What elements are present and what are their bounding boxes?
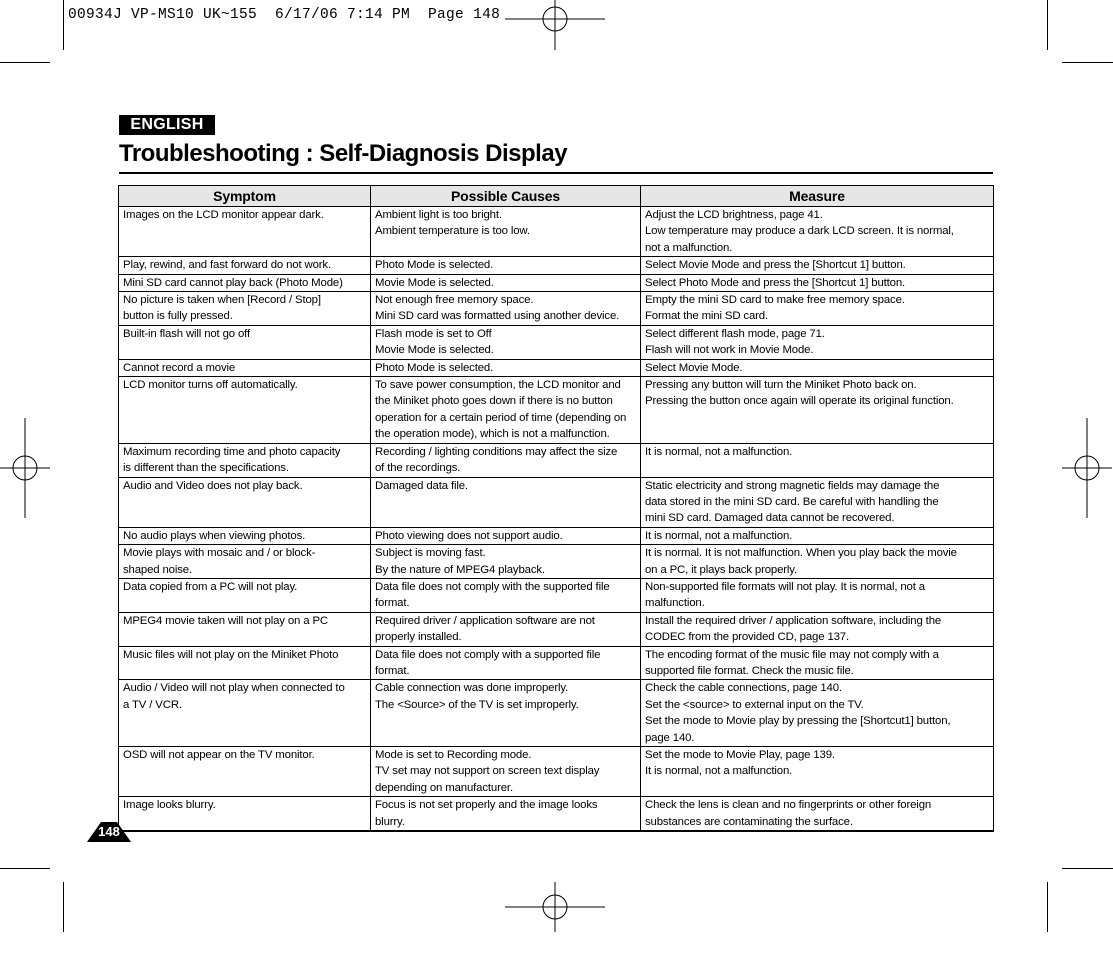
cell-text-line: Photo Mode is selected. xyxy=(375,361,494,374)
table-row xyxy=(119,443,994,477)
cell-text-line: button is fully pressed. xyxy=(123,310,233,323)
cell-text-line: Adjust the LCD brightness, page 41. xyxy=(645,209,823,221)
cell-text-line: Required driver / application software are not xyxy=(375,614,595,627)
cell-text-line: Mini SD card was formatted using another device. xyxy=(375,310,620,323)
measure-cell xyxy=(641,377,994,444)
cell-text-line: format. xyxy=(375,597,410,610)
cell-text-line: Cable connection was done improperly. xyxy=(375,682,569,695)
cell-text-line: Set the <source> to external input on the TV. xyxy=(645,698,864,711)
table-row xyxy=(119,377,994,444)
causes-cell xyxy=(371,292,641,326)
cell-text-line: Low temperature may produce a dark LCD screen. It is normal, xyxy=(645,225,954,238)
causes-cell xyxy=(371,646,641,680)
cell-text-line: substances are contaminating the surface. xyxy=(645,815,853,828)
measure-cell xyxy=(641,646,994,680)
table-row xyxy=(119,747,994,797)
cell-text-line: Set the mode to Movie play by pressing the [Shortcut1] button, xyxy=(645,715,951,728)
measure-cell xyxy=(641,274,994,291)
registration-mark-icon xyxy=(0,418,50,518)
measure-cell xyxy=(641,325,994,359)
crop-mark xyxy=(1062,868,1113,869)
causes-cell xyxy=(371,578,641,612)
symptom-cell xyxy=(119,797,371,831)
cell-text-line: Recording / lighting conditions may affect the size xyxy=(375,445,618,458)
measure-cell xyxy=(641,292,994,326)
cell-text-line: Play, rewind, and fast forward do not work. xyxy=(123,259,331,272)
table-row xyxy=(119,612,994,646)
cell-text-line: Check the lens is clean and no fingerprints or other foreign xyxy=(645,799,932,812)
measure-cell xyxy=(641,545,994,579)
cell-text-line: Non-supported file formats will not play. It is normal, not a xyxy=(645,580,925,593)
language-badge: ENGLISH xyxy=(119,115,215,135)
cell-text-line: Image looks blurry. xyxy=(123,799,216,812)
measure-cell xyxy=(641,797,994,831)
causes-cell xyxy=(371,527,641,544)
crop-mark xyxy=(1047,882,1048,932)
cell-text-line: Movie Mode is selected. xyxy=(375,276,494,289)
symptom-cell xyxy=(119,377,371,444)
column-header-possible-causes: Possible Causes xyxy=(371,186,641,207)
causes-cell xyxy=(371,257,641,274)
cell-text-line: Audio / Video will not play when connected to xyxy=(123,682,345,695)
cell-text-line: is different than the specifications. xyxy=(123,462,289,475)
table-header-row xyxy=(119,186,994,207)
cell-text-line: Pressing the button once again will operate its original function. xyxy=(645,395,954,408)
table-row xyxy=(119,680,994,747)
crop-mark xyxy=(0,62,50,63)
table-row xyxy=(119,325,994,359)
causes-cell xyxy=(371,747,641,797)
column-header-measure: Measure xyxy=(641,186,994,207)
symptom-cell xyxy=(119,545,371,579)
cell-text-line: Set the mode to Movie Play, page 139. xyxy=(645,749,835,761)
causes-cell xyxy=(371,274,641,291)
cell-text-line: Flash will not work in Movie Mode. xyxy=(645,344,814,357)
symptom-cell xyxy=(119,359,371,376)
cell-text-line: properly installed. xyxy=(375,631,462,644)
cell-text-line: Ambient light is too bright. xyxy=(375,209,502,221)
symptom-cell xyxy=(119,207,371,257)
causes-cell xyxy=(371,377,641,444)
causes-cell xyxy=(371,612,641,646)
crop-mark xyxy=(1062,62,1113,63)
table-row xyxy=(119,257,994,274)
registration-mark-icon xyxy=(505,882,605,932)
measure-cell xyxy=(641,612,994,646)
causes-cell xyxy=(371,545,641,579)
page-title: Troubleshooting : Self-Diagnosis Display xyxy=(119,140,568,167)
cell-text-line: Not enough free memory space. xyxy=(375,294,534,307)
page-number-tab xyxy=(87,822,131,842)
symptom-cell xyxy=(119,612,371,646)
crop-mark xyxy=(63,882,64,932)
cell-text-line: not a malfunction. xyxy=(645,241,733,254)
cell-text-line: Music files will not play on the Miniket Photo xyxy=(123,648,339,661)
cell-text-line: It is normal. It is not malfunction. When you play back the movie xyxy=(645,547,957,560)
cell-text-line: Mode is set to Recording mode. xyxy=(375,749,532,761)
cell-text-line: Focus is not set properly and the image looks xyxy=(375,799,598,812)
cell-text-line: Empty the mini SD card to make free memory space. xyxy=(645,294,905,307)
cell-text-line: Mini SD card cannot play back (Photo Mode) xyxy=(123,276,343,289)
causes-cell xyxy=(371,443,641,477)
measure-cell xyxy=(641,527,994,544)
cell-text-line: MPEG4 movie taken will not play on a PC xyxy=(123,614,328,627)
cell-text-line: depending on manufacturer. xyxy=(375,781,513,794)
cell-text-line: Static electricity and strong magnetic fields may damage the xyxy=(645,479,940,492)
cell-text-line: mini SD card. Damaged data cannot be recovered. xyxy=(645,512,895,525)
title-divider xyxy=(119,172,993,174)
table-row xyxy=(119,545,994,579)
symptom-cell xyxy=(119,325,371,359)
cell-text-line: a TV / VCR. xyxy=(123,698,182,711)
cell-text-line: The encoding format of the music file may not comply with a xyxy=(645,648,939,661)
measure-cell xyxy=(641,207,994,257)
symptom-cell xyxy=(119,477,371,527)
measure-cell xyxy=(641,443,994,477)
cell-text-line: It is normal, not a malfunction. xyxy=(645,445,793,458)
cell-text-line: Data file does not comply with the supported file xyxy=(375,580,610,593)
cell-text-line: Format the mini SD card. xyxy=(645,310,768,323)
cell-text-line: Select Movie Mode. xyxy=(645,361,743,374)
cell-text-line: the Miniket photo goes down if there is no button xyxy=(375,395,613,408)
cell-text-line: Built-in flash will not go off xyxy=(123,327,250,340)
cell-text-line: Select different flash mode, page 71. xyxy=(645,327,825,340)
cell-text-line: No picture is taken when [Record / Stop] xyxy=(123,294,321,307)
cell-text-line: Ambient temperature is too low. xyxy=(375,225,530,238)
table-body xyxy=(119,207,994,832)
table-row xyxy=(119,274,994,291)
cell-text-line: Damaged data file. xyxy=(375,479,468,492)
cell-text-line: Images on the LCD monitor appear dark. xyxy=(123,209,324,221)
table-row xyxy=(119,578,994,612)
cell-text-line: Photo viewing does not support audio. xyxy=(375,529,563,542)
crop-mark xyxy=(63,0,64,50)
table-row xyxy=(119,527,994,544)
cell-text-line: TV set may not support on screen text display xyxy=(375,765,600,778)
registration-mark-icon xyxy=(505,0,605,50)
cell-text-line: Select Movie Mode and press the [Shortcut 1] button. xyxy=(645,259,906,272)
cell-text-line: operation for a certain period of time (depending on xyxy=(375,411,627,424)
cell-text-line: It is normal, not a malfunction. xyxy=(645,765,793,778)
cell-text-line: Flash mode is set to Off xyxy=(375,327,492,340)
symptom-cell xyxy=(119,257,371,274)
cell-text-line: Data file does not comply with a supported file xyxy=(375,648,601,661)
crop-mark xyxy=(0,868,50,869)
cell-text-line: By the nature of MPEG4 playback. xyxy=(375,563,545,576)
measure-cell xyxy=(641,578,994,612)
causes-cell xyxy=(371,359,641,376)
cell-text-line: The <Source> of the TV is set improperly. xyxy=(375,698,579,711)
causes-cell xyxy=(371,797,641,831)
cell-text-line: Photo Mode is selected. xyxy=(375,259,494,272)
cell-text-line: blurry. xyxy=(375,815,405,828)
measure-cell xyxy=(641,477,994,527)
cell-text-line: Install the required driver / application software, including the xyxy=(645,614,942,627)
cell-text-line: Cannot record a movie xyxy=(123,361,236,374)
cell-text-line: CODEC from the provided CD, page 137. xyxy=(645,631,850,644)
cell-text-line: data stored in the mini SD card. Be careful with handling the xyxy=(645,495,939,508)
cell-text-line: No audio plays when viewing photos. xyxy=(123,529,306,542)
cell-text-line: Maximum recording time and photo capacity xyxy=(123,445,341,458)
causes-cell xyxy=(371,207,641,257)
crop-mark xyxy=(1047,0,1048,50)
measure-cell xyxy=(641,359,994,376)
table-row xyxy=(119,477,994,527)
cell-text-line: of the recordings. xyxy=(375,462,461,475)
causes-cell xyxy=(371,477,641,527)
cell-text-line: Check the cable connections, page 140. xyxy=(645,682,842,695)
cell-text-line: supported file format. Check the music file. xyxy=(645,664,854,677)
symptom-cell xyxy=(119,578,371,612)
symptom-cell xyxy=(119,527,371,544)
troubleshooting-table xyxy=(118,185,994,832)
table-row xyxy=(119,292,994,326)
cell-text-line: Audio and Video does not play back. xyxy=(123,479,303,492)
table-row xyxy=(119,207,994,257)
symptom-cell xyxy=(119,680,371,747)
cell-text-line: To save power consumption, the LCD monitor and xyxy=(375,379,621,392)
causes-cell xyxy=(371,325,641,359)
cell-text-line: shaped noise. xyxy=(123,563,192,576)
table-row xyxy=(119,646,994,680)
cell-text-line: Pressing any button will turn the Miniket Photo back on. xyxy=(645,379,917,392)
cell-text-line: Movie Mode is selected. xyxy=(375,344,494,357)
causes-cell xyxy=(371,680,641,747)
cell-text-line: Movie plays with mosaic and / or block- xyxy=(123,547,316,560)
page-number: 148 xyxy=(98,824,120,839)
cell-text-line: Subject is moving fast. xyxy=(375,547,486,560)
symptom-cell xyxy=(119,443,371,477)
cell-text-line: malfunction. xyxy=(645,597,705,610)
measure-cell xyxy=(641,680,994,747)
cell-text-line: Data copied from a PC will not play. xyxy=(123,580,298,593)
cell-text-line: Select Photo Mode and press the [Shortcut 1] button. xyxy=(645,276,906,289)
measure-cell xyxy=(641,257,994,274)
registration-mark-icon xyxy=(1062,418,1112,518)
table-row xyxy=(119,797,994,831)
printer-slug: 00934J VP-MS10 UK~155 6/17/06 7:14 PM Page 148 xyxy=(68,7,501,23)
column-header-symptom: Symptom xyxy=(119,186,371,207)
cell-text-line: LCD monitor turns off automatically. xyxy=(123,379,298,392)
cell-text-line: OSD will not appear on the TV monitor. xyxy=(123,749,315,761)
symptom-cell xyxy=(119,646,371,680)
measure-cell xyxy=(641,747,994,797)
symptom-cell xyxy=(119,274,371,291)
symptom-cell xyxy=(119,292,371,326)
cell-text-line: the operation mode), which is not a malfunction. xyxy=(375,428,610,441)
cell-text-line: page 140. xyxy=(645,731,695,744)
cell-text-line: It is normal, not a malfunction. xyxy=(645,529,793,542)
cell-text-line: on a PC, it plays back properly. xyxy=(645,563,797,576)
cell-text-line: format. xyxy=(375,664,410,677)
table-row xyxy=(119,359,994,376)
symptom-cell xyxy=(119,747,371,797)
